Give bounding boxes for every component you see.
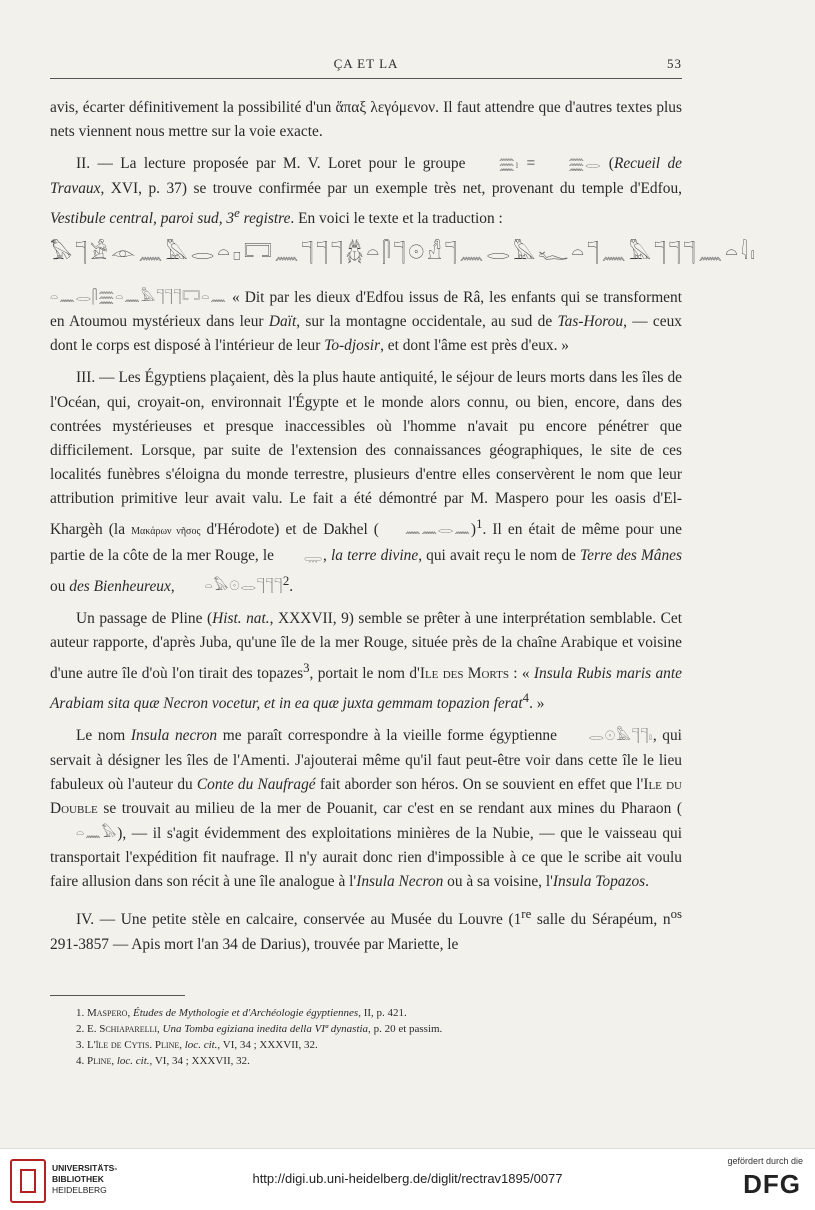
funded-by-label: gefördert durch die xyxy=(727,1156,803,1166)
hieroglyph-group-2: 𓈗𓂋 xyxy=(568,156,602,172)
university-library-logo[interactable]: UNIVERSITÄTS- BIBLIOTHEK HEIDELBERG xyxy=(10,1157,150,1202)
hieroglyph-ta-neter: 𓇾 xyxy=(304,548,323,564)
running-header xyxy=(50,50,682,74)
header-rule xyxy=(50,78,682,79)
running-title: ÇA ET LA xyxy=(333,56,399,71)
hieroglyph-group-1: 𓈗𓏤 xyxy=(498,156,520,172)
paragraph-3: 𓅃𓊹𓀀𓁹𓈖𓅓𓂋𓏏𓊪𓉐𓈖𓊹𓊹𓊹𓆣𓏏𓋴𓊹𓇳𓀭𓊹𓈖𓂋𓅓𓆑𓏏𓊹𓈖𓅓𓊹𓊹𓊹𓈖𓏏𓇋𓏤 𓏏𓈖𓂋𓋴𓈗𓏏𓈖𓅓𓊹𓊹𓊹𓉐𓏏𓈖 « Dit par les dieux d'Edfou issus de Râ, les enfants qui se transforment en Atoumou mystérieux dans leur Daït, sur la montagne occidentale, au sud de Tas-Horou, — ceux dont le corps est disposé à l'intérieur de leur To-djosir, et dont l'âme est près d'eux. » xyxy=(50,239,758,355)
page-body xyxy=(50,96,758,965)
footnote-4: 4. Pline, loc. cit., VI, 34 ; XXXVII, 32. xyxy=(76,1055,250,1067)
hieroglyph-text-line: 𓅃𓊹𓀀𓁹𓈖𓅓𓂋𓏏𓊪𓉐𓈖𓊹𓊹𓊹𓆣𓏏𓋴𓊹𓇳𓀭𓊹𓈖𓂋𓅓𓆑𓏏𓊹𓈖𓅓𓊹𓊹𓊹𓈖𓏏𓇋𓏤 xyxy=(50,239,758,264)
paragraph-5: Un passage de Pline (Hist. nat., XXXVII, 9) semble se prêter à une interprétation semblable. Cet auteur rapporte, d'après Juba, qu'une île de la mer Rouge, située près de la chaîne Arabique et voisine d'une autre île d'où l'on tirait des topazes$^3$, portait le nom d'Ile des Morts : « Insula Rubis maris ante Arabiam sita quæ Necron vocetur, et in ea quæ juxta gemmam topazion ferat$^4$. » xyxy=(50,610,682,713)
permalink-url[interactable]: http://digi.ub.uni-heidelberg.de/diglit/rectrav1895/0077 xyxy=(252,1171,563,1186)
dfg-logo[interactable]: DFG xyxy=(743,1169,801,1199)
paragraph-4: III. — Les Égyptiens plaçaient, dès la plus haute antiquité, le séjour de leurs morts dans les îles de l'Océan, qui, croyait-on, environnait l'Égypte et le monde alors connu, ou bien, encore, dans des contrées mystérieuses et presque inaccessibles où l'homme n'avait pu encore pénétrer que difficilement. Lorsque, par suite de l'extension des connaissances géographiques, le site de ces localités funèbres s'éloigna du monde terrestre, plusieurs d'entre elles conservèrent le nom que leur attribution primitive leur avait valu. Le fait a été démontré par M. Maspero pour les oasis d'El-Khargèh (la Μακάρων νῆσος d'Hérodote) et de Dakhel ( 𓈖𓈖𓂋𓈖)$^1$. Il en était de même pour une partie de la côte de la mer Rouge, le 𓇾, la terre divine, qui avait reçu le nom de Terre des Mânes ou des Bienheureux, 𓏏𓅃𓇳𓂋𓊹𓊹𓊹$^2$. xyxy=(50,366,682,599)
hieroglyph-bienheureux: 𓏏𓅃𓇳𓂋𓊹𓊹𓊹 xyxy=(204,579,283,595)
hieroglyph-egyptian-form: 𓂋𓇳𓅓𓊹𓊹𓏤 xyxy=(588,728,653,744)
footnote-1: 1. Maspero, Études de Mythologie et d'Archéologie égyptiennes, II, p. 421. xyxy=(76,1007,407,1019)
footnote-3: 3. L'île de Cytis. Pline, loc. cit., VI, 34 ; XXXVII, 32. xyxy=(76,1039,318,1051)
paragraph-6: Le nom Insula necron me paraît correspondre à la vieille forme égyptienne 𓂋𓇳𓅓𓊹𓊹𓏤, qui servait à désigner les îles de l'Amenti. J'ajouterai même qu'il faut peut-être voir dans cette île le lieu fabuleux où l'auteur du Conte du Naufragé fait aborder son héros. On se souvient en effet que l'Ile du Double se trouvait au milieu de la mer de Pouanit, car c'est en se rendant aux mines du Pharaon (𓏏𓈖𓅃), — il s'agit évidemment des exploitations minières de la Nubie, — que le vaisseau qui transportait l'expédition fit naufrage. Il n'y aurait donc rien d'impossible à ce que le scribe ait voulu faire allusion dans son récit à une île analogue à l'Insula Necron ou à sa voisine, l'Insula Topazos. xyxy=(50,724,682,894)
footnote-2: 2. E. Schiaparelli, Una Tomba egiziana inedita della VIª dynastia, p. 20 et passim. xyxy=(76,1023,443,1035)
paragraph-1: avis, écarter définitivement la possibilité d'un ἅπαξ λεγόμενον. Il faut attendre que d'autres textes plus nets viennent nous mettre sur la voie exacte. xyxy=(50,99,682,141)
viewer-footer xyxy=(0,1148,815,1210)
paragraph-2: II. — La lecture proposée par M. V. Loret pour le groupe 𓈗𓏤 = 𓈗𓂋 (Recueil de Travaux, XVI, p. 37) se trouve confirmée par un exemple très net, provenant du temple d'Edfou, Vestibule central, paroi sud, 3e registre. En voici le texte et la traduction : xyxy=(50,152,682,231)
page-number: 53 xyxy=(667,56,682,71)
footnotes xyxy=(76,1005,681,1069)
footnote-rule xyxy=(50,995,185,996)
hieroglyph-text-line-2: 𓏏𓈖𓂋𓋴𓈗𓏏𓈖𓅓𓊹𓊹𓊹𓉐𓏏𓈖 xyxy=(50,289,227,305)
hieroglyph-dakhel: 𓈖𓈖𓂋𓈖 xyxy=(404,522,471,538)
paragraph-7: IV. — Une petite stèle en calcaire, conservée au Musée du Louvre (1re salle du Sérapéum, $n^{os}$ 291-3857 — Apis mort l'an 34 de Darius), trouvée par Mariette, le xyxy=(50,907,682,953)
hieroglyph-pharaon: 𓏏𓈖𓅃 xyxy=(76,825,118,841)
